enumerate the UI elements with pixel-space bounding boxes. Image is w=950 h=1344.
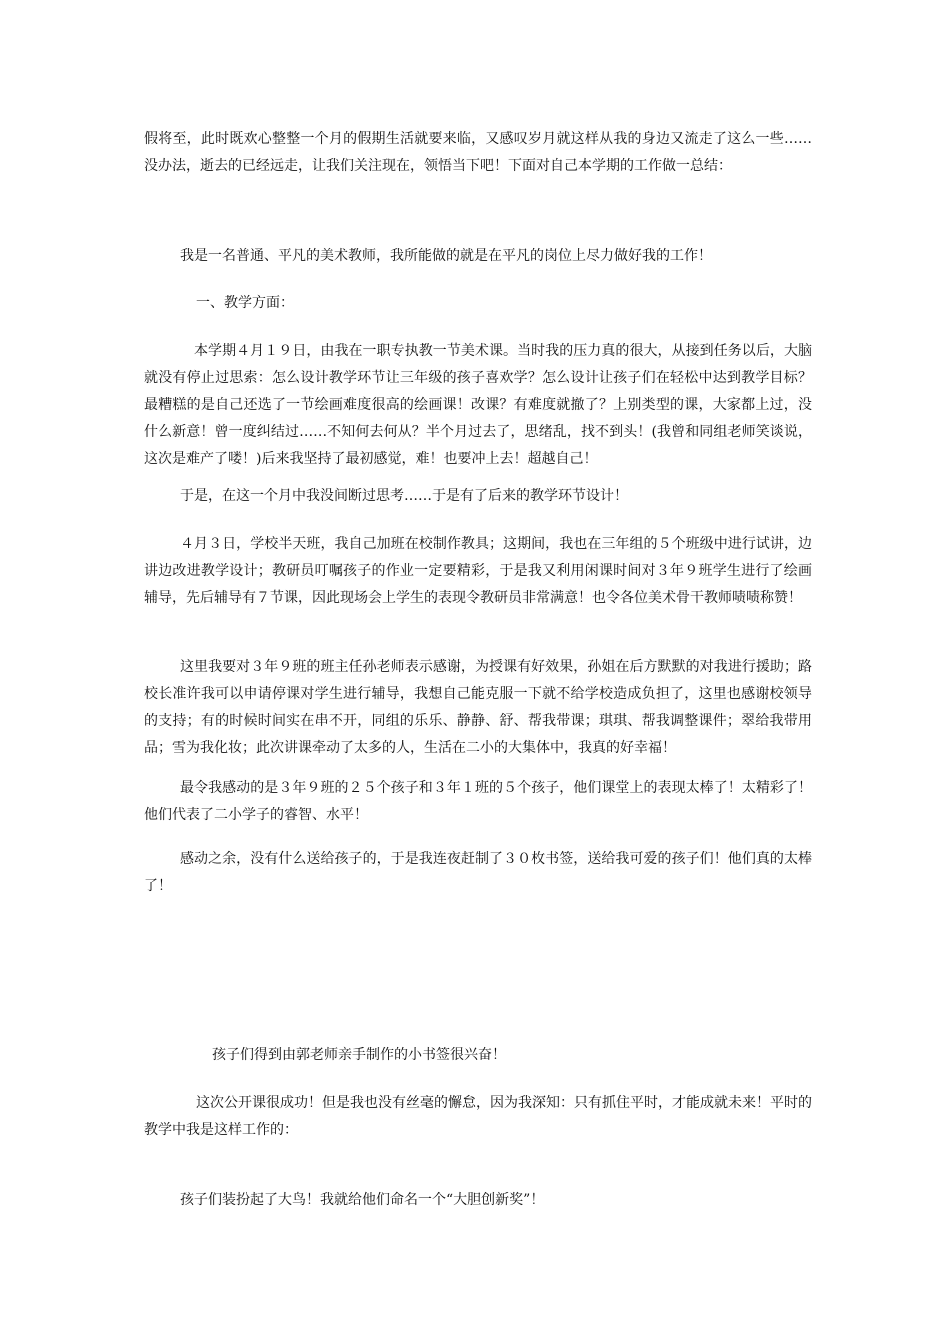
self-introduction-paragraph: 我是一名普通、平凡的美术教师，我所能做的就是在平凡的岗位上尽力做好我的工作！ — [180, 248, 712, 264]
lesson-preparation-paragraph: 本学期４月１９日，由我在一职专执教一节美术课。当时我的压力真的很大，从接到任务以后，大脑就没有停止过思索：怎么设计教学环节让三年级的孩子喜欢学？怎么设计让孩子们在轻松中达到教学目标？最糟糕的是自己还选了一节绘画难度很高的绘画课！改课？有难度就撤了？上别类型的课，大家都上过，没什么新意！曾一度纠结过……不知何去何从？半个月过去了，思绪乱，找不到头！(我曾和同组老师笑谈说，这次是难产了喽！)后来我坚持了最初感觉，难！也要冲上去！超越自己！ — [144, 343, 812, 467]
reflection-paragraph: 于是，在这一个月中我没间断过思考……于是有了后来的教学环节设计！ — [180, 488, 628, 504]
intro-paragraph: 假将至，此时既欢心整整一个月的假期生活就要来临，又感叹岁月就这样从我的身边又流走了这么一些……没办法，逝去的已经远走，让我们关注现在，领悟当下吧！下面对自己本学期的工作做一总结： — [144, 131, 812, 174]
thanks-paragraph: 这里我要对３年９班的班主任孙老师表示感谢，为授课有好效果，孙姐在后方默默的对我进行援助；路校长准许我可以申请停课对学生进行辅导，我想自己能克服一下就不给学校造成负担了，这里也感谢校领导的支持；有的时候时间实在串不开，同组的乐乐、静静、舒、帮我带课；琪琪、帮我调整课件；翠给我带用品；雪为我化妆；此次讲课牵动了太多的人，生活在二小的大集体中，我真的好幸福！ — [144, 659, 812, 756]
photo-caption-big-bird: 孩子们装扮起了大鸟！我就给他们命名一个“大胆创新奖”！ — [180, 1192, 545, 1208]
bookmark-gift-paragraph: 感动之余，没有什么送给孩子的，于是我连夜赶制了３０枚书签，送给我可爱的孩子们！他们真的太棒了！ — [144, 851, 812, 894]
open-class-success-paragraph: 这次公开课很成功！但是我也没有丝毫的懈怠，因为我深知：只有抓住平时，才能成就未来！平时的教学中我是这样工作的： — [144, 1095, 812, 1138]
section-heading-teaching: 一、教学方面： — [196, 295, 294, 311]
rehearsal-paragraph: ４月３日，学校半天班，我自己加班在校制作教具；这期间，我也在三年组的５个班级中进行试讲，边讲边改进教学设计；教研员叮嘱孩子的作业一定要精彩，于是我又利用闲课时间对３年９班学生进行了绘画辅导，先后辅导有７节课，因此现场会上学生的表现令教研员非常满意！也令各位美术骨干教师啧啧称赞！ — [144, 536, 812, 606]
students-praise-paragraph: 最令我感动的是３年９班的２５个孩子和３年１班的５个孩子，他们课堂上的表现太棒了！太精彩了！他们代表了二小学子的睿智、水平！ — [144, 780, 812, 823]
photo-caption-bookmarks: 孩子们得到由郭老师亲手制作的小书签很兴奋！ — [212, 1047, 506, 1063]
